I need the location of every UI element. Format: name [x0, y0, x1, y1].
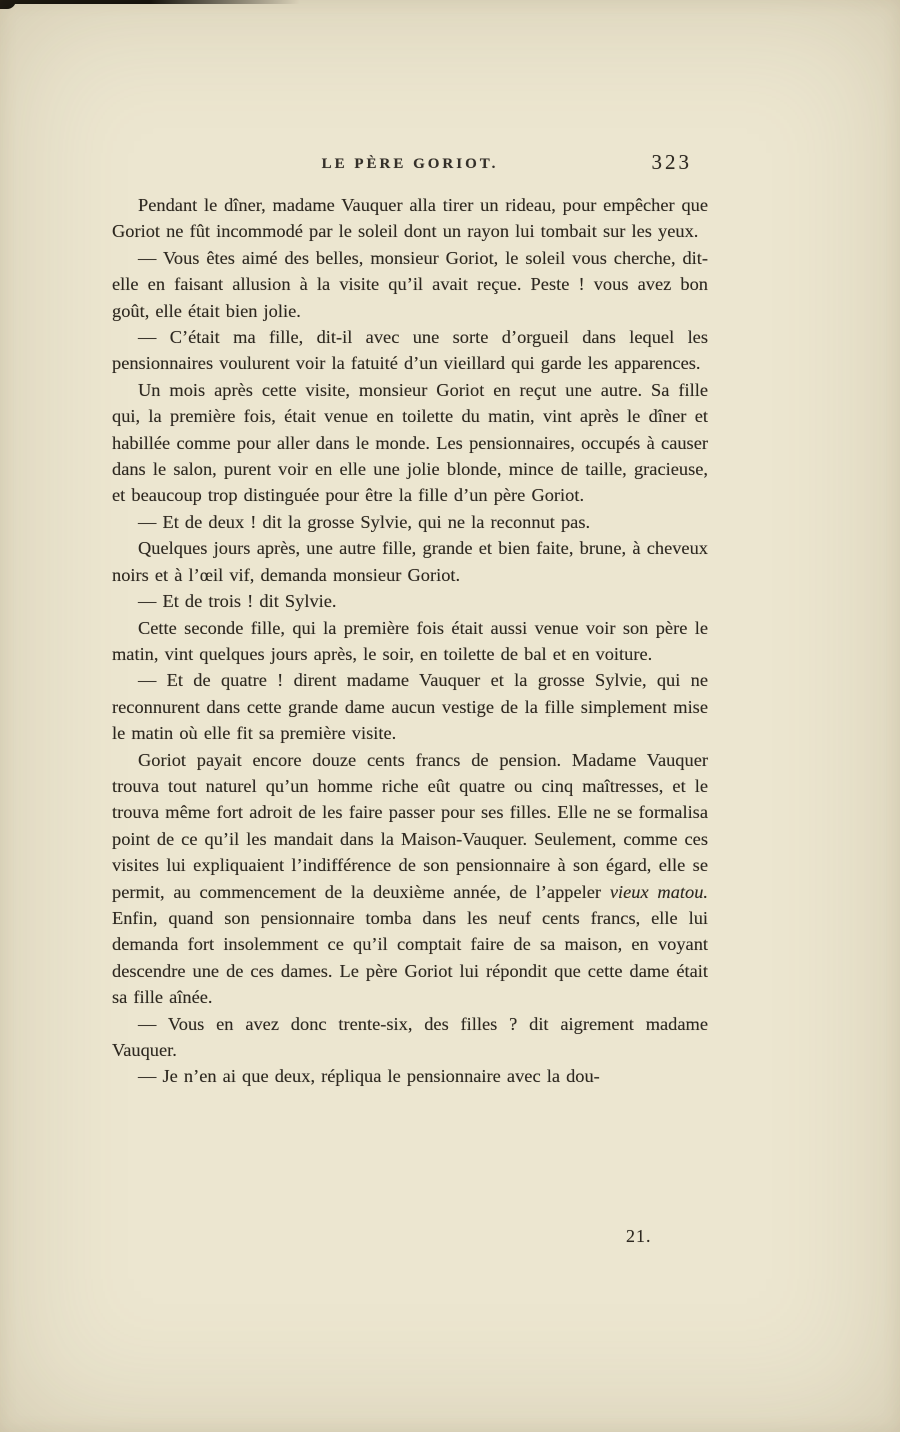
signature-mark: 21.: [626, 1226, 652, 1246]
paragraph: Pendant le dîner, madame Vauquer alla tirer un rideau, pour empêcher que Goriot ne fût incommodé par le soleil dont un rayon lui tombait sur les yeux.: [112, 195, 708, 242]
paragraph: Un mois après cette visite, monsieur Goriot en reçut une autre. Sa fille qui, la première fois, était venue en toilette du matin, vint après le dîner et habillée comme pour aller dans le monde. Les pensionnaires, occupés à causer dans le salon, purent voir en elle une jolie blonde, mince de taille, gracieuse, et beaucoup trop distinguée pour être la fille d’un père Goriot.: [112, 379, 708, 506]
paragraph: — Et de trois ! dit Sylvie.: [138, 591, 337, 612]
paragraph: Cette seconde fille, qui la première fois était aussi venue voir son père le matin, vint quelques jours après, le soir, en toilette de bal et en voiture.: [112, 617, 708, 664]
scan-artifact-top-edge: [0, 0, 300, 4]
page-header: [112, 150, 708, 192]
paragraph: Goriot payait encore douze cents francs de pension. Madame Vauquer trouva tout naturel qu’un homme riche eût quatre ou cinq maîtresses, et le trouva même fort adroit de les faire passer pour ses filles. Elle ne se formalisa point de ce qu’il les mandait dans la Maison-Vauquer. Seulement, comme ces visites lui expliquaient l’indifférence de son pensionnaire à son égard, elle se permit, au commencement de la deuxième année, de l’appeler vieux matou. Enfin, quand son pensionnaire tomba dans les neuf cents francs, elle lui demanda fort insolemment ce qu’il comptait faire de sa maison, en voyant descendre une de ces dames. Le père Goriot lui répondit que cette dame était sa fille aînée.: [112, 749, 709, 1008]
paragraph: — Vous en avez donc trente-six, des filles ? dit aigrement madame Vauquer.: [112, 1013, 708, 1060]
paragraph: — Je n’en ai que deux, répliqua le pensionnaire avec la dou-: [138, 1066, 600, 1087]
paragraph: Quelques jours après, une autre fille, grande et bien faite, brune, à cheveux noirs et à l’œil vif, demanda monsieur Goriot.: [112, 538, 708, 585]
running-title: LE PÈRE GORIOT.: [321, 156, 499, 172]
scan-artifact-corner: [0, 0, 16, 9]
paragraph: — C’était ma fille, dit-il avec une sorte d’orgueil dans lequel les pensionnaires voulurent voir la fatuité d’un vieillard qui garde les apparences.: [112, 327, 708, 374]
paragraph: — Vous êtes aimé des belles, monsieur Goriot, le soleil vous cherche, dit-elle en faisant allusion à la visite qu’il avait reçue. Peste ! vous avez bon goût, elle était bien jolie.: [112, 247, 708, 321]
page-number: 323: [651, 150, 692, 174]
paragraph: — Et de quatre ! dirent madame Vauquer et la grosse Sylvie, qui ne reconnurent dans cette grande dame aucun vestige de la fille simplement mise le matin où elle fit sa première visite.: [112, 670, 708, 744]
paragraph: — Et de deux ! dit la grosse Sylvie, qui ne la reconnut pas.: [138, 511, 591, 532]
text-block: [112, 192, 708, 1090]
page-column: [112, 150, 709, 1090]
